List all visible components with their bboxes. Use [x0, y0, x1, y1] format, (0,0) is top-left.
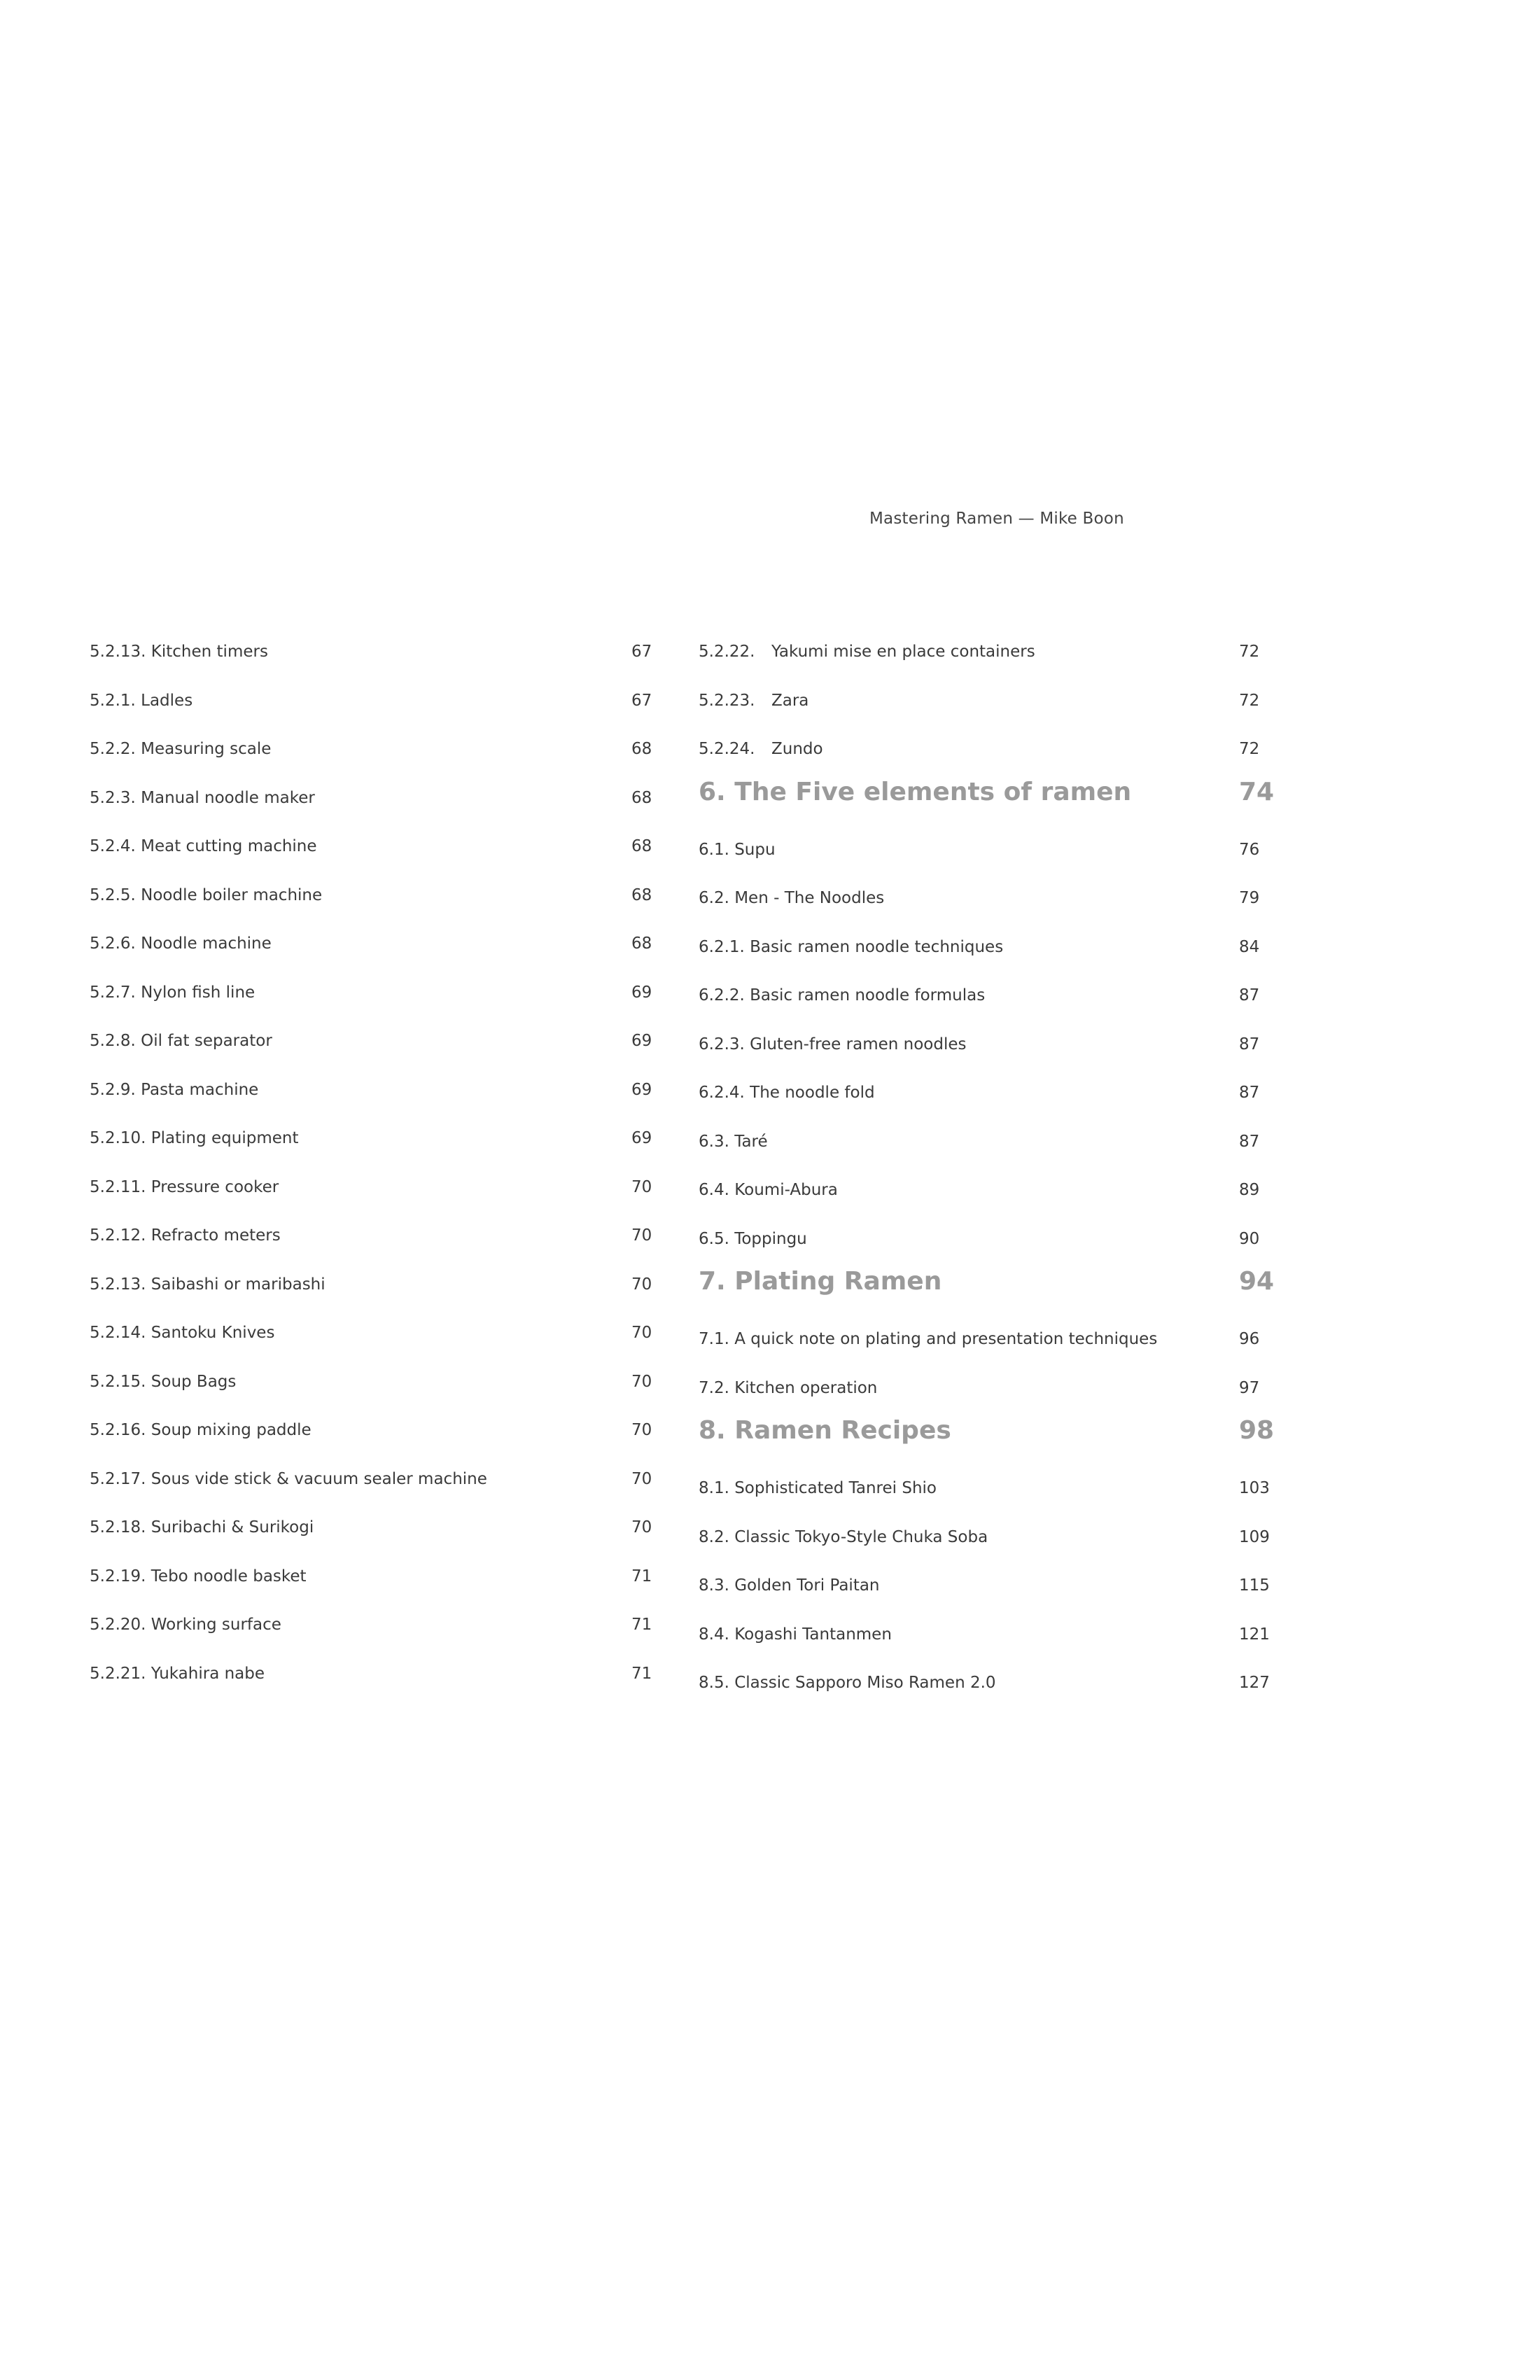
running-header: Mastering Ramen — Mike Boon [869, 510, 1124, 528]
toc-entry[interactable] [90, 1320, 658, 1369]
toc-entry-label: 8.2. Classic Tokyo-Style Chuka Soba [699, 1527, 988, 1546]
toc-entry-page: 76 [1239, 840, 1260, 859]
toc-entry-page: 70 [631, 1324, 652, 1342]
toc-entry-page: 127 [1239, 1674, 1270, 1692]
toc-entry-page: 97 [1239, 1378, 1260, 1397]
toc-entry-label: 5.2.10. Plating equipment [90, 1129, 299, 1147]
toc-entry-page: 115 [1239, 1576, 1270, 1595]
toc-entry[interactable] [699, 983, 1273, 1032]
toc-entry-page: 72 [1239, 691, 1260, 710]
toc-entry-label: 5.2.11. Pressure cooker [90, 1177, 279, 1196]
chapter-title: 6. The Five elements of ramen [699, 777, 1132, 806]
toc-entry[interactable] [90, 1175, 658, 1224]
toc-entry-page: 87 [1239, 1084, 1260, 1102]
toc-entry-label: 5.2.8. Oil fat separator [90, 1032, 272, 1050]
toc-entry[interactable] [90, 1612, 658, 1661]
toc-chapter-heading[interactable] [699, 1267, 1275, 1326]
toc-entry-page: 70 [631, 1372, 652, 1391]
chapter-page: 98 [1239, 1416, 1275, 1445]
toc-entry-page: 96 [1239, 1330, 1260, 1348]
toc-entry-page: 70 [631, 1275, 652, 1294]
toc-entry-page: 68 [631, 934, 652, 953]
toc-entry-label: 5.2.14. Santoku Knives [90, 1324, 275, 1342]
toc-entry-label: 7.1. A quick note on plating and presentation techniques [699, 1330, 1158, 1348]
toc-entry-label: 5.2.15. Soup Bags [90, 1372, 237, 1391]
toc-entry[interactable] [699, 639, 1273, 688]
toc-entry-label: 6.1. Supu [699, 840, 776, 859]
toc-entry-page: 79 [1239, 889, 1260, 907]
toc-entry-label: 5.2.5. Noodle boiler machine [90, 886, 323, 904]
toc-entry[interactable] [90, 1369, 658, 1418]
toc-entry[interactable] [699, 837, 1273, 886]
toc-chapter-heading[interactable] [699, 777, 1275, 837]
toc-entry-page: 70 [631, 1469, 652, 1488]
toc-entry-label: 5.2.2. Measuring scale [90, 740, 272, 758]
toc-entry[interactable] [90, 1126, 658, 1175]
toc-entry-label: 7.2. Kitchen operation [699, 1378, 878, 1397]
toc-entry-page: 67 [631, 643, 652, 661]
toc-entry[interactable] [90, 1077, 658, 1126]
toc-entry-label: 5.2.3. Manual noodle maker [90, 788, 315, 807]
toc-entry-label: 5.2.7. Nylon fish line [90, 983, 255, 1002]
toc-entry[interactable] [90, 785, 658, 834]
toc-entry-page: 68 [631, 886, 652, 904]
toc-entry-number: 5.2.22. [699, 643, 755, 661]
toc-entry-number: 5.2.23. [699, 691, 755, 710]
toc-entry[interactable] [699, 1525, 1273, 1574]
toc-entry[interactable] [90, 1466, 658, 1516]
toc-entry-page: 71 [631, 1616, 652, 1634]
toc-entry-label: 6.2. Men - The Noodles [699, 889, 885, 907]
toc-entry[interactable] [90, 980, 658, 1029]
toc-entry[interactable] [699, 1129, 1273, 1178]
toc-entry-label: 6.2.2. Basic ramen noodle formulas [699, 986, 986, 1004]
toc-entry-label: 5.2.17. Sous vide stick & vacuum sealer machine [90, 1469, 487, 1488]
toc-entry-page: 109 [1239, 1527, 1270, 1546]
toc-entry-page: 71 [631, 1567, 652, 1586]
toc-entry[interactable] [699, 1476, 1273, 1525]
toc-entry-page: 67 [631, 691, 652, 710]
toc-entry-page: 69 [631, 1032, 652, 1050]
toc-entry-label: Zundo [771, 740, 823, 758]
toc-entry-page: 87 [1239, 1132, 1260, 1151]
toc-entry-label: 8.3. Golden Tori Paitan [699, 1576, 880, 1595]
toc-entry-page: 87 [1239, 986, 1260, 1004]
toc-entry[interactable] [90, 931, 658, 980]
toc-entry-label: 8.5. Classic Sapporo Miso Ramen 2.0 [699, 1674, 996, 1692]
toc-entry-label: 5.2.6. Noodle machine [90, 934, 272, 953]
toc-entry[interactable] [90, 834, 658, 883]
toc-entry-page: 70 [631, 1177, 652, 1196]
toc-entry-label: 5.2.16. Soup mixing paddle [90, 1421, 312, 1439]
toc-entry-number: 5.2.24. [699, 740, 755, 758]
toc-entry[interactable] [699, 1622, 1273, 1671]
toc-entry[interactable] [90, 688, 658, 737]
toc-entry-label: 5.2.21. Yukahira nabe [90, 1664, 265, 1683]
toc-entry-page: 69 [631, 983, 652, 1002]
toc-entry-page: 68 [631, 837, 652, 855]
chapter-page: 74 [1239, 777, 1275, 806]
toc-entry-page: 72 [1239, 740, 1260, 758]
toc-entry[interactable] [699, 1326, 1273, 1376]
toc-entry-page: 90 [1239, 1229, 1260, 1248]
toc-entry-page: 89 [1239, 1181, 1260, 1199]
toc-entry-page: 103 [1239, 1479, 1270, 1497]
toc-entry-page: 68 [631, 740, 652, 758]
toc-entry[interactable] [90, 1661, 658, 1710]
toc-entry[interactable] [699, 688, 1273, 737]
toc-entry-label: 5.2.18. Suribachi & Surikogi [90, 1518, 314, 1536]
toc-entry-label: 5.2.12. Refracto meters [90, 1226, 281, 1245]
toc-chapter-heading[interactable] [699, 1416, 1275, 1476]
toc-entry-label: 6.2.3. Gluten-free ramen noodles [699, 1035, 967, 1054]
toc-entry[interactable] [90, 1564, 658, 1613]
toc-entry-page: 72 [1239, 643, 1260, 661]
toc-entry-page: 87 [1239, 1035, 1260, 1054]
toc-entry[interactable] [699, 1573, 1273, 1622]
toc-entry-label: 8.4. Kogashi Tantanmen [699, 1625, 892, 1644]
toc-entry[interactable] [699, 934, 1273, 983]
toc-entry-page: 71 [631, 1664, 652, 1683]
toc-entry[interactable] [90, 736, 658, 785]
toc-right-column [699, 639, 1273, 1719]
toc-entry-label: 5.2.13. Kitchen timers [90, 643, 268, 661]
toc-entry-label: 8.1. Sophisticated Tanrei Shio [699, 1479, 937, 1497]
toc-entry[interactable] [699, 1670, 1273, 1719]
toc-entry-label: 6.4. Koumi-Abura [699, 1181, 838, 1199]
toc-entry-label: 5.2.1. Ladles [90, 691, 193, 710]
toc-entry-label: 6.2.4. The noodle fold [699, 1084, 875, 1102]
toc-entry[interactable] [90, 1028, 658, 1077]
toc-entry-label: 5.2.13. Saibashi or maribashi [90, 1275, 326, 1294]
toc-entry[interactable] [699, 886, 1273, 934]
toc-left-column [90, 639, 658, 1709]
toc-entry-page: 69 [631, 1129, 652, 1147]
toc-entry-page: 121 [1239, 1625, 1270, 1644]
toc-entry-label: 5.2.9. Pasta machine [90, 1080, 259, 1099]
toc-entry[interactable] [90, 1272, 658, 1321]
toc-entry-label: 6.3. Taré [699, 1132, 768, 1151]
chapter-title: 8. Ramen Recipes [699, 1416, 951, 1445]
toc-entry-label: 5.2.19. Tebo noodle basket [90, 1567, 307, 1586]
toc-entry-page: 70 [631, 1421, 652, 1439]
toc-entry[interactable] [90, 1515, 658, 1564]
toc-entry-label: 5.2.4. Meat cutting machine [90, 837, 317, 855]
toc-entry-page: 84 [1239, 937, 1260, 956]
toc-entry-label: 5.2.20. Working surface [90, 1616, 281, 1634]
toc-entry-page: 69 [631, 1080, 652, 1099]
toc-entry[interactable] [699, 1177, 1273, 1226]
toc-entry[interactable] [90, 1223, 658, 1272]
toc-entry-label: 6.2.1. Basic ramen noodle techniques [699, 937, 1004, 956]
toc-entry-page: 68 [631, 788, 652, 807]
toc-entry[interactable] [90, 639, 658, 688]
toc-entry-page: 70 [631, 1518, 652, 1536]
toc-entry-label: 6.5. Toppingu [699, 1229, 807, 1248]
toc-entry[interactable] [699, 1032, 1273, 1081]
toc-entry-label: Zara [771, 691, 809, 710]
toc-entry[interactable] [90, 883, 658, 932]
toc-entry[interactable] [90, 1418, 658, 1466]
toc-entry[interactable] [699, 1080, 1273, 1129]
toc-entry-page: 70 [631, 1226, 652, 1245]
toc-entry-label: Yakumi mise en place containers [771, 643, 1035, 661]
chapter-page: 94 [1239, 1267, 1275, 1296]
chapter-title: 7. Plating Ramen [699, 1267, 942, 1296]
